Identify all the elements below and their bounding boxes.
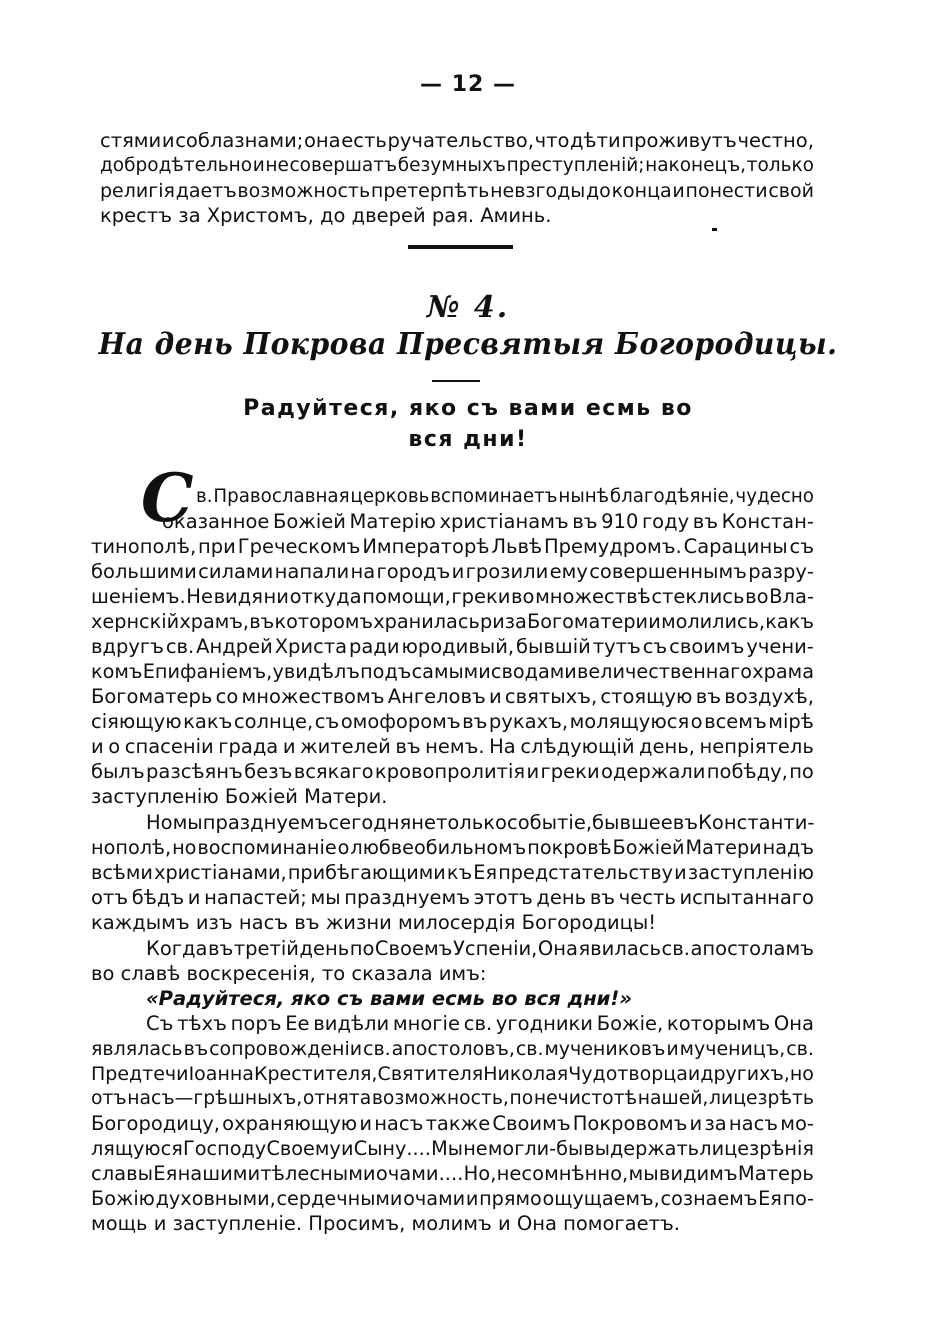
text-line: добродѣтельно и не совершатъ безумныхъ преступленій; наконецъ, только xyxy=(100,155,814,176)
text-line: лящуюся Господу Своему и Сыну.... Мы не могли-бы выдержать лицезрѣнія xyxy=(91,1137,814,1160)
drop-cap: С xyxy=(141,459,194,537)
text-line: Богородицу, охраняющую и насъ также Своимъ Покровомъ и за насъ мо- xyxy=(91,1112,814,1135)
text-line: во славѣ воскресенія, то сказала имъ: xyxy=(91,962,487,985)
text-line: и о спасеніи града и жителей въ немъ. На слѣдующій день, непріятель xyxy=(91,735,814,758)
ink-dot xyxy=(712,228,717,231)
page-number: — 12 — xyxy=(420,72,516,97)
text-line: хернскій храмъ, въ которомъ хранилась риза Богоматери и молились, какъ xyxy=(91,610,814,633)
text-line: стями и соблазнами; она есть ручательство, что дѣти проживутъ честно, xyxy=(100,129,814,152)
text-line: сіяющую какъ солнце, съ омофоромъ въ рукахъ, молящуюся о всемъ мірѣ xyxy=(91,710,814,733)
section-number: № 4. xyxy=(426,290,510,325)
text-line: славы Ея нашими тѣлесными очами.... Но, несомнѣнно, мы видимъ Матерь xyxy=(91,1162,814,1185)
text-line: большими силами напали на городъ и грозили ему совершеннымъ разру- xyxy=(91,560,814,583)
text-line: нополѣ, но воспоминаніе о любвеобильномъ покровѣ Божіей Матери надъ xyxy=(91,836,814,859)
text-line: крестъ за Христомъ, до дверей рая. Аминь. xyxy=(100,204,552,227)
text-line: религія даетъ возможность претерпѣть невзгоды до конца и понести свой xyxy=(100,180,814,202)
text-line: отъ насъ—грѣшныхъ, отнята возможность, по нечистотѣ нашей, лицезрѣть xyxy=(91,1088,814,1109)
text-line: шеніемъ. Не видя ни откуда помощи, греки во множествѣ стеклись во Вла- xyxy=(91,585,814,608)
text-line: тинополѣ, при Греческомъ Императорѣ Львѣ Премудромъ. Сарацины съ xyxy=(91,535,814,558)
text-line: заступленію Божіей Матери. xyxy=(91,785,388,808)
text-line: Съ тѣхъ поръ Ее видѣли многіе св. угодники Божіе, которымъ Она xyxy=(146,1012,814,1035)
epigraph-line-2: вся дни! xyxy=(408,427,528,452)
text-line: каждымъ изъ насъ въ жизни милосердія Богородицы! xyxy=(91,911,657,934)
sermon-title: На день Покрова Пресвятыя Богородицы. xyxy=(98,327,838,362)
text-line: Божію духовными, сердечными очами и прямо ощущаемъ, сознаемъ Ея по- xyxy=(91,1187,814,1210)
section-divider-rule xyxy=(408,245,513,249)
title-underline-rule xyxy=(432,380,480,382)
quote-line: «Радуйтеся, яко съ вами есмь во вся дни!» xyxy=(146,987,632,1010)
text-line: комъ Епифаніемъ, увидѣлъ подъ самыми сводами величественнаго храма xyxy=(91,660,814,683)
text-line: всѣми христіанами, прибѣгающими къ Ея предстательству и заступленію xyxy=(91,861,814,884)
text-line: былъ разсѣянъ безъ всякаго кровопролитія и греки одержали побѣду, по xyxy=(91,760,814,783)
text-line: Но мы празднуемъ сегодня не только событіе, бывшее въ Константи- xyxy=(146,811,815,834)
text-line: вдругъ св. Андрей Христа ради юродивый, бывшій тутъ съ своимъ учени- xyxy=(91,635,814,658)
epigraph-line-1: Радуйтеся, яко съ вами есмь во xyxy=(243,396,693,421)
text-line: Предтечи Іоанна Крестителя, Святителя Николая Чудотворца и другихъ, но xyxy=(91,1063,814,1085)
text-line: отъ бѣдъ и напастей; мы празднуемъ этотъ день въ честь испытаннаго xyxy=(91,886,814,909)
text-line: являлась въ сопровожденіи св. апостоловъ, св. мучениковъ и мученицъ, св. xyxy=(91,1038,814,1060)
text-line: оказанное Божіей Матерію христіанамъ въ 910 году въ Констан- xyxy=(162,510,814,533)
text-line: Когда въ третій день по Своемъ Успеніи, Она явилась св. апостоламъ xyxy=(146,937,814,960)
text-line: мощь и заступленіе. Просимъ, молимъ и Она помогаетъ. xyxy=(91,1212,680,1235)
text-line: в. Православная церковь вспоминаетъ нынѣ благодѣяніе, чудесно xyxy=(196,486,814,507)
text-line: Богоматерь со множествомъ Ангеловъ и святыхъ, стоящую въ воздухѣ, xyxy=(91,685,814,708)
